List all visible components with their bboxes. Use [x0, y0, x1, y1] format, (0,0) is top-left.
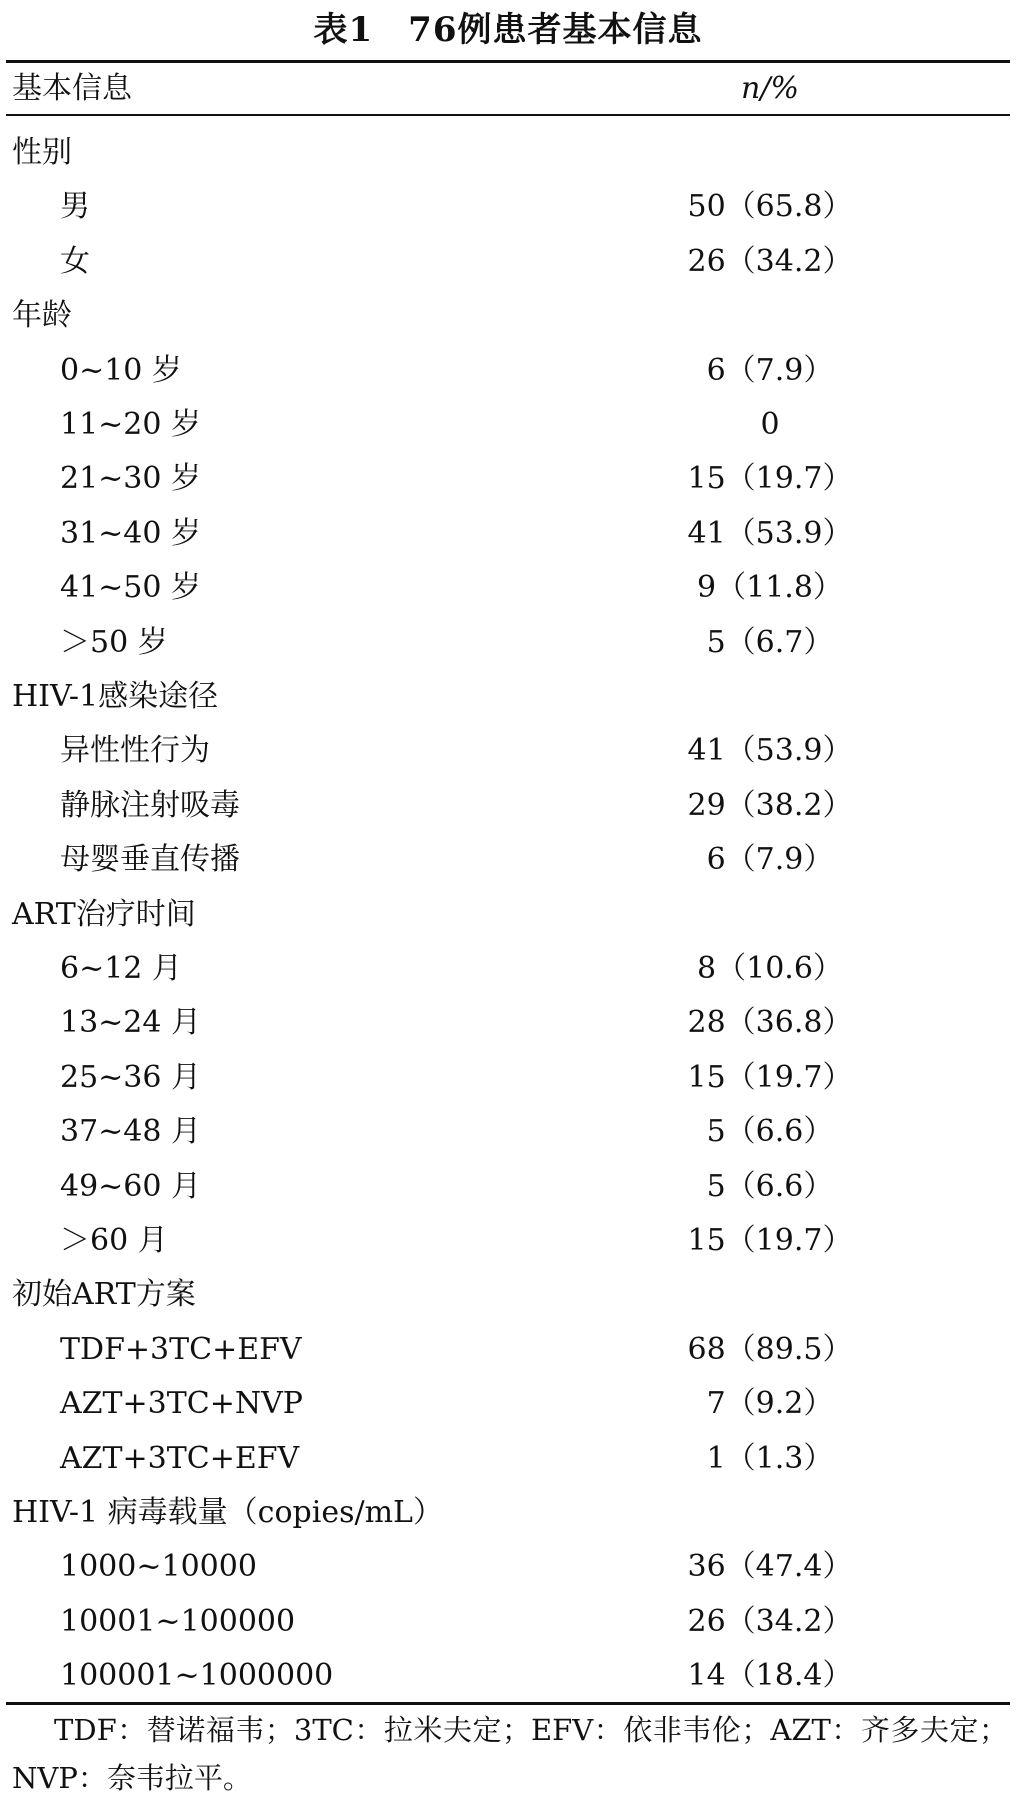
- row-label: 37~48 月: [60, 1114, 202, 1150]
- row-label: 49~60 月: [60, 1168, 202, 1204]
- row-value: 26（34.2）: [687, 1603, 853, 1639]
- row-value: 6（7.9）: [706, 352, 834, 388]
- table-row: [0, 724, 1016, 778]
- row-label: 41~50 岁: [60, 570, 202, 606]
- row-value: 41（53.9）: [687, 515, 853, 551]
- row-value: 5（6.6）: [706, 1114, 834, 1150]
- row-label: 11~20 岁: [60, 407, 202, 442]
- table-row: [0, 833, 1016, 887]
- table-footnote: TDF：替诺福韦；3TC：拉米夫定；EFV：依非韦伦；AZT：齐多夫定；NVP：奈韦拉平。: [12, 1713, 1008, 1795]
- table-section-row: [0, 1268, 1016, 1322]
- row-label: 13~24 月: [60, 1005, 202, 1041]
- table-row: [0, 1160, 1016, 1214]
- table-row: [0, 1377, 1016, 1431]
- table-row: [0, 180, 1016, 234]
- row-value: 7（9.2）: [706, 1386, 834, 1422]
- row-value: 15（19.7）: [687, 461, 853, 497]
- row-label: 1000~10000: [60, 1549, 257, 1585]
- table-section-row: [0, 289, 1016, 343]
- row-label: TDF+3TC+EFV: [60, 1331, 302, 1367]
- row-value: 28（36.8）: [687, 1005, 853, 1041]
- table-row: [0, 235, 1016, 289]
- row-label: AZT+3TC+NVP: [60, 1386, 303, 1422]
- row-label: ＞50 岁: [60, 624, 168, 660]
- row-value: 8（10.6）: [697, 951, 843, 986]
- header-label: 基本信息: [12, 71, 132, 106]
- table-row: [0, 1595, 1016, 1649]
- row-label: 静脉注射吸毒: [60, 787, 240, 823]
- row-label: 性别: [12, 135, 72, 170]
- table-row: [0, 616, 1016, 670]
- row-label: 初始ART方案: [12, 1277, 196, 1313]
- row-value: 5（6.7）: [706, 624, 834, 660]
- row-label: 100001~1000000: [60, 1658, 334, 1694]
- row-value: 9（11.8）: [697, 570, 843, 606]
- row-label: 母婴垂直传播: [60, 842, 240, 878]
- row-value: 15（19.7）: [687, 1059, 853, 1095]
- row-label: HIV-1 病毒载量（copies/mL）: [12, 1495, 443, 1530]
- row-value: 68（89.5）: [687, 1331, 853, 1367]
- row-value: 26（34.2）: [687, 243, 853, 279]
- table-row: [0, 1051, 1016, 1105]
- table-section-row: [0, 670, 1016, 724]
- row-label: 21~30 岁: [60, 461, 202, 497]
- row-value: 14（18.4）: [687, 1658, 853, 1694]
- row-value: 29（38.2）: [687, 787, 853, 823]
- row-value: 1（1.3）: [706, 1440, 834, 1476]
- bottom-rule: [6, 1702, 1010, 1705]
- table-row: [0, 344, 1016, 398]
- table-title: 表1 76例患者基本信息: [313, 10, 703, 50]
- row-value: 6（7.9）: [706, 842, 834, 878]
- row-value: 5（6.6）: [706, 1168, 834, 1204]
- table-row: [0, 507, 1016, 561]
- row-label: 女: [60, 243, 90, 279]
- table-row: [0, 1105, 1016, 1159]
- table-row: [0, 561, 1016, 615]
- row-value: 41（53.9）: [687, 733, 853, 769]
- table-row: [0, 1649, 1016, 1703]
- table-row: [0, 1214, 1016, 1268]
- row-value: 36（47.4）: [687, 1549, 853, 1585]
- row-label: 异性性行为: [60, 733, 210, 769]
- row-label: 0~10 岁: [60, 352, 182, 388]
- row-label: 男: [60, 189, 90, 225]
- table-section-row: [0, 1486, 1016, 1540]
- row-value: 0: [760, 407, 780, 442]
- table-section-row: [0, 126, 1016, 180]
- row-label: ART治疗时间: [12, 896, 196, 932]
- table-row: [0, 942, 1016, 996]
- header-value: n/%: [741, 71, 799, 106]
- table-header-row: [0, 62, 1016, 116]
- row-value: 15（19.7）: [687, 1223, 853, 1258]
- row-label: 6~12 月: [60, 951, 182, 986]
- row-label: 10001~100000: [60, 1603, 296, 1639]
- row-label: 31~40 岁: [60, 515, 202, 551]
- table-row: [0, 452, 1016, 506]
- row-label: HIV-1感染途径: [12, 679, 219, 714]
- table-row: [0, 779, 1016, 833]
- row-value: 50（65.8）: [687, 189, 853, 225]
- header-rule: [6, 114, 1010, 116]
- table-row: [0, 996, 1016, 1050]
- row-label: AZT+3TC+EFV: [60, 1440, 300, 1476]
- row-label: 25~36 月: [60, 1059, 202, 1095]
- table-row: [0, 398, 1016, 452]
- table-section-row: [0, 888, 1016, 942]
- table-row: [0, 1432, 1016, 1486]
- table-row: [0, 1540, 1016, 1594]
- table-row: [0, 1323, 1016, 1377]
- row-label: 年龄: [12, 298, 72, 334]
- row-label: ＞60 月: [60, 1223, 168, 1258]
